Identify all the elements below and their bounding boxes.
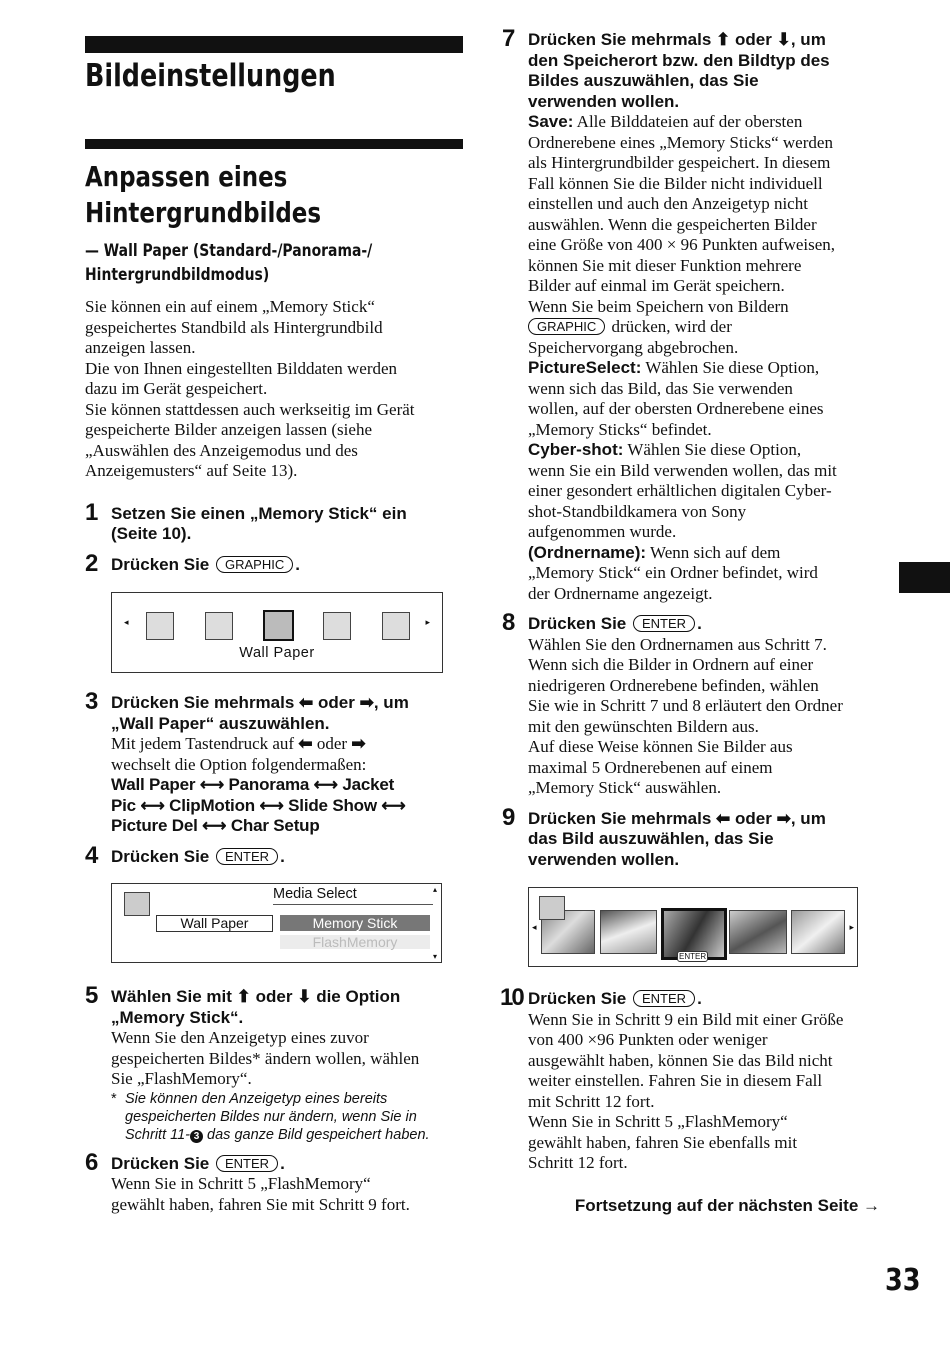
step-body: wenn Sie ein Bild verwenden wollen, das mit [528,460,837,480]
step-body: eine Größe von 400 × 96 Punkten aufweisen, [528,235,836,254]
step-7 [502,25,880,604]
intro-line: „Auswählen des Anzeigemodus und des [85,440,358,460]
option-name: Picture Del [111,816,198,835]
step-body: Wenn Sie beim Speichern von Bildern [528,296,789,316]
right-arrow-icon: ▸ [849,922,854,932]
step-body: wenn sich das Bild, das Sie verwenden [528,378,793,398]
punct: . [280,1153,285,1173]
right-arrow-icon: ➡ [359,693,374,712]
step-title: Drücken Sie [111,554,210,574]
left-arrow-icon: ⬅ [299,693,314,712]
step-body: Bilder auf einmal im Gerät speichern. [528,276,785,295]
step-body: Mit jedem Tastendruck auf [111,734,295,753]
step-8 [502,609,880,799]
enter-key: ENTER [633,615,695,632]
step-body: Sie „FlashMemory“. [111,1069,252,1088]
step-title: , um [790,30,826,49]
left-column [85,36,463,1215]
intro-line: Sie können stattdessen auch werkseitig im Gerät [85,399,415,419]
menu-label: Wall Paper [239,645,315,661]
step-title: Drücken Sie [111,846,210,866]
up-arrow-icon: ⬆ [716,30,731,49]
step-body: ausgewählt haben, können Sie das Bild nicht [528,1050,833,1070]
left-arrow-icon: ⬅ [298,734,313,753]
page-number: 33 [885,1263,921,1298]
down-arrow-icon: ⬇ [776,30,791,49]
step-body: Wählen Sie den Ordnernamen aus Schritt 7. [528,634,827,654]
enter-key: ENTER [216,1155,278,1172]
step-body: Wenn Sie in Schritt 9 ein Bild mit einer Größe [528,1009,844,1029]
enter-key: ENTER [216,848,278,865]
step-body: wechselt die Option folgendermaßen: [111,754,367,774]
step-title: Drücken Sie [528,614,627,633]
step-number: 4 [85,841,99,869]
step-9 [502,803,880,871]
step-title: Wählen Sie mit [111,987,232,1006]
section-tab-marker [899,562,950,593]
intro-line: gespeichertes Standbild als Hintergrundbild [85,317,383,337]
right-column [500,25,880,1216]
intro-line: Sie können ein auf einem „Memory Stick“ [85,297,375,316]
enter-label: ENTER [679,952,707,961]
enter-key: ENTER [633,990,695,1007]
step-body: wollen, auf der obersten Ordnerebene eines [528,399,824,418]
step-body: Alle Bilddateien auf der obersten [573,112,803,131]
folder-arrow-icon [323,612,351,640]
step-title: Drücken Sie [528,989,627,1008]
step-body: Sie wie in Schritt 7 und 8 erläutert den Ordner [528,696,843,715]
step-title: , um [373,693,409,712]
step-body: aufgenommen wurde. [528,522,677,541]
option-label: Cyber-shot: [528,440,624,459]
memory-stick-option[interactable]: Memory Stick [280,915,430,931]
option-label: (Ordnername): [528,542,647,562]
step-title: , um [790,808,826,828]
section-rule [85,139,463,149]
left-arrow-icon: ◂ [124,617,129,627]
graphic-key: GRAPHIC [216,556,293,573]
step-body: gespeicherten Bildes* ändern wollen, wählen [111,1048,420,1068]
step-3: 3 Drücken Sie mehrmals ⬅ oder ➡, um „Wall Paper“ auszuwählen. Mit jedem Tastendruck auf ⬅ oder ➡ wechselt die Option folgendermaßen: Wall Paper ⟷ Panorama ⟷ Jacket Pic ⟷ ClipMotion ⟷ Slide Show ⟷ Picture Del ⟷ Char Setup [85,693,463,837]
edit-icon [146,612,174,640]
flashmemory-option[interactable]: FlashMemory [280,935,430,949]
footnote-text: das ganze Bild gespeichert haben. [203,1126,430,1143]
footnote-line: gespeicherten Bildes nur ändern, wenn Sie in [125,1108,417,1125]
step-10 [500,984,880,1174]
option-name: Pic [111,795,136,815]
step-body: gewählt haben, fahren Sie ebenfalls mit [528,1132,798,1152]
step-number: 6 [85,1148,99,1176]
option-name: Panorama [228,775,310,794]
punct: . [697,989,702,1008]
step-title: den Speicherort bzw. den Bildtyp des [528,50,830,70]
step-body: maximal 5 Ordnerebenen auf einem [528,757,773,777]
step-title: Drücken Sie mehrmals [528,808,712,828]
punct: . [697,614,702,633]
step-body: weiter einstellen. Fahren Sie in diesem Fall [528,1071,823,1090]
subheading-line-1: — Wall Paper (Standard-/Panorama-/ [85,241,373,261]
continued-note: Fortsetzung auf der nächsten Seite → [574,1195,880,1215]
section-title-line-2: Hintergrundbildes [85,196,322,229]
step-body: drücken, wird der [607,317,732,336]
intro-line: Die von Ihnen eingestellten Bilddaten werden [85,358,398,378]
up-arrow-icon: ⬆ [236,987,251,1006]
step-title: „Memory Stick“. [111,1007,244,1027]
scroll-up-icon: ▴ [432,885,437,894]
step-number: 7 [502,25,516,52]
media-select-screen [111,883,442,963]
step-4 [85,841,463,869]
step-body: mit den gewünschten Bildern aus. [528,716,759,736]
step-body: „Memory Sticks“ befindet. [528,419,712,439]
step-body: als Hintergrundbilder gespeichert. In diesem [528,153,831,172]
step-body: Wählen Sie diese Option, [641,358,820,377]
footnote-asterisk: * [111,1090,117,1107]
media-select-header: Media Select [273,886,357,902]
step-body: Ordnerebene eines „Memory Sticks“ werden [528,132,833,152]
step-body: Auf diese Weise können Sie Bilder aus [528,737,793,756]
step-title: Setzen Sie einen „Memory Stick“ ein [111,503,407,523]
step-number: 2 [85,549,99,577]
step-title: Drücken Sie [111,1153,210,1173]
step-body: gewählt haben, fahren Sie mit Schritt 9 fort. [111,1194,410,1214]
step-body: shot-Standbildkamera von Sony [528,501,747,521]
thumbnail-image[interactable] [791,910,845,954]
option-name: Jacket [342,775,395,794]
step-body: auswählen. Wenn die gespeicherten Bilder [528,214,817,234]
step-body: Speichervorgang abgebrochen. [528,337,739,357]
step-number: 8 [502,609,516,636]
step-5 [85,982,463,1144]
or-word: oder [316,734,348,753]
intro-paragraph [85,297,463,482]
or-word: oder [318,693,355,712]
footnote-text: Sie können den Anzeigetyp eines bereits [125,1090,388,1107]
image-select-screen [528,887,858,967]
step-title: Bildes auszuwählen, das Sie [528,71,759,90]
subheading-line-2: Hintergrundbildmodus) [85,265,270,285]
right-arrow-icon: ➡ [776,808,791,828]
option-label: PictureSelect: [528,358,642,377]
step-body: einstellen und auch den Anzeigetyp nicht [528,194,808,213]
step-number: 9 [502,803,516,831]
step-number: 3 [85,688,99,715]
wallpaper-menu-screen [111,592,443,673]
step-body: Wählen Sie diese Option, [623,440,802,459]
step-body: Wenn sich auf dem [646,542,781,562]
or-word: oder [255,987,293,1006]
step-title: die Option [316,987,401,1006]
abc-icon [205,612,233,640]
footnote-line [111,1126,463,1144]
step-body: „Memory Stick“ auswählen. [528,778,722,797]
step-title: verwenden wollen. [528,91,680,111]
punct: . [295,554,300,574]
page-title: Bildeinstellungen [85,58,336,94]
divider [273,904,433,905]
step-body: können Sie mit dieser Funktion mehrere [528,255,802,275]
right-arrow-icon: ▸ [425,617,430,627]
thumbnail-image[interactable] [600,910,657,954]
step-body: „Memory Stick“ ein Ordner befindet, wird [528,563,818,582]
right-arrow-icon: ➡ [351,734,366,753]
footnote-line [111,1090,463,1108]
intro-line: Anzeigemusters“ auf Seite 13). [85,461,298,480]
step-body: niedrigeren Ordnerebene befinden, wählen [528,675,819,695]
step-title: Drücken Sie mehrmals [528,30,712,49]
step-title: „Wall Paper“ auszuwählen. [111,713,330,733]
step-1 [85,498,463,545]
step-title: verwenden wollen. [528,849,680,869]
help-icon [382,612,410,640]
punct: . [280,846,285,866]
left-arrow-icon: ◂ [532,922,537,932]
step-body: Wenn sich die Bilder in Ordnern auf einer [528,655,814,674]
step-number: 1 [85,498,99,526]
step-title: das Bild auszuwählen, das Sie [528,829,774,848]
intro-line: dazu im Gerät gespeichert. [85,379,268,398]
thumbnail-image[interactable] [729,910,787,954]
graphic-key: GRAPHIC [528,318,605,335]
step-number: 5 [85,982,99,1009]
step-6 [85,1148,463,1216]
wallpaper-icon [539,896,565,920]
step-body: Fall können Sie die Bilder nicht individuell [528,173,823,193]
step-body: Wenn Sie in Schritt 5 „FlashMemory“ [528,1112,788,1131]
option-name: Char Setup [230,816,320,835]
wallpaper-label: Wall Paper [156,915,273,932]
circled-number: 3 [190,1130,203,1143]
step-body: einer gesondert erhältlichen digitalen Cyber- [528,481,832,500]
step-2 [85,549,463,577]
scroll-down-icon: ▾ [432,952,437,961]
or-word: oder [735,30,772,49]
step-body: von 400 ×96 Punkten oder weniger [528,1030,768,1049]
step-title: (Seite 10). [111,524,192,543]
section-title-line-1: Anpassen eines [85,160,288,193]
left-arrow-icon: ⬅ [716,808,731,828]
or-word: oder [735,808,772,828]
wallpaper-icon [263,610,294,641]
down-arrow-icon: ⬇ [297,987,312,1006]
option-name: ClipMotion [169,795,255,815]
option-label: Save: [528,112,574,131]
footnote-text: Schritt 11- [125,1126,191,1143]
wallpaper-icon [124,892,150,916]
section-rule [85,36,463,53]
step-body: mit Schritt 12 fort. [528,1091,655,1111]
step-body: Wenn Sie in Schritt 5 „FlashMemory“ [111,1174,371,1193]
option-name: Slide Show [288,795,377,815]
option-name: Wall Paper [111,775,196,794]
intro-line: gespeicherte Bilder anzeigen lassen (siehe [85,420,372,439]
step-body: Wenn Sie den Anzeigetyp eines zuvor [111,1028,369,1047]
step-number: 10 [500,984,523,1011]
step-body: Schritt 12 fort. [528,1153,628,1172]
step-title: Drücken Sie mehrmals [111,693,295,712]
intro-line: anzeigen lassen. [85,338,196,357]
step-body: der Ordnername angezeigt. [528,583,713,603]
